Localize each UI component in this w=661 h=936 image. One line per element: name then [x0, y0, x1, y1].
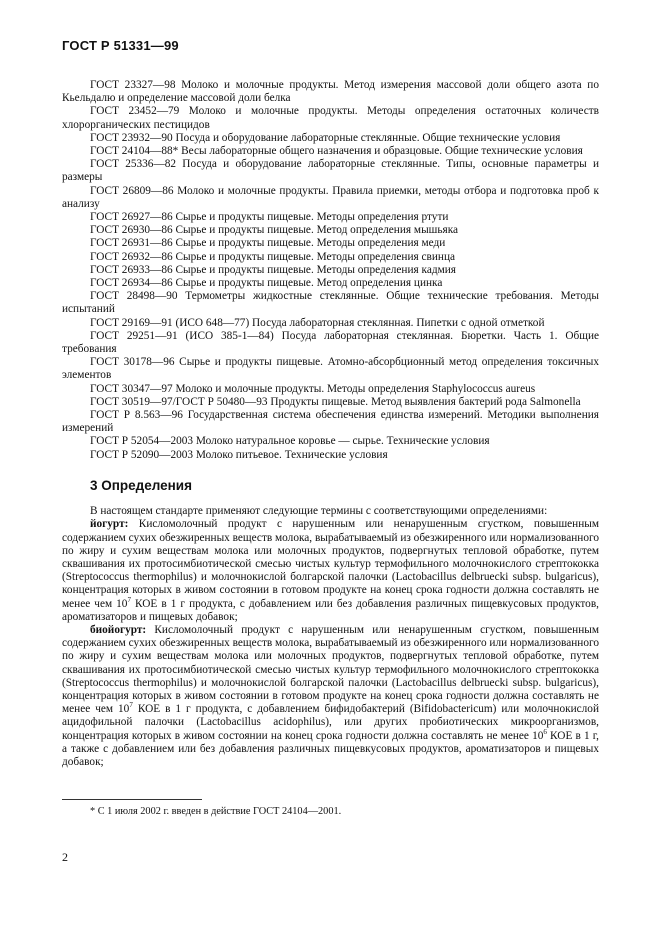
reference-item: ГОСТ 30347—97 Молоко и молочные продукты. Методы определения Staphylococcus aureus	[90, 382, 536, 395]
reference-item: ГОСТ 23932—90 Посуда и оборудование лабораторные стеклянные. Общие технические условия	[90, 131, 561, 144]
section-intro: В настоящем стандарте применяют следующие термины с соответствующими определениями:	[90, 505, 548, 518]
reference-item: ГОСТ 30519—97/ГОСТ Р 50480—93 Продукты пищевые. Метод выявления бактерий рода Salmonella	[90, 395, 581, 408]
footnote-divider	[62, 799, 202, 800]
reference-item: ГОСТ Р 8.563—96 Государственная система обеспечения единства измерений. Методики выполнения измерений	[62, 409, 599, 435]
definition-text: КОЕ в 1 г продукта, с добавлением бифидобактерий (Bifidobactericum) или молочнокислой ацидофильной палочки (Lactobacillus acidophilus), или других пробиотических микроорганизмов, концентрация которых в живом состоянии на конец срока годности должна составлять не менее 10	[62, 703, 599, 742]
definition-text: Кисломолочный продукт с нарушенным или ненарушенным сгустком, повышенным содержанием сухих обезжиренных веществ молока, вырабатываемый из обезжиренного или нормализованного по жиру и сухим веществам молока или молочных продуктов, подвергнутых тепловой обработке, путем сквашивания их протосимбиотической смесью чистых культур термофильного молочнокислого стрептококка (Streptococcus thermophilus) и молочнокислой болгарской палочки (Lactobacillus delbruecki subsp. bulgaricus), концентрация которых в живом состоянии в готовом продукте на конец срока годности должна составлять не менее чем 10	[62, 623, 599, 716]
footnote: * С 1 июля 2002 г. введен в действие ГОСТ 24104—2001.	[90, 806, 342, 817]
definition-text: КОЕ в 1 г продукта, с добавлением или без добавления различных пищевкусовых продуктов, ароматизаторов и пищевых добавок;	[62, 597, 599, 623]
reference-item: ГОСТ 26930—86 Сырье и продукты пищевые. Метод определения мышьяка	[90, 224, 459, 237]
reference-item: ГОСТ 25336—82 Посуда и оборудование лабораторные стеклянные. Типы, основные параметры и размеры	[62, 158, 599, 184]
reference-item: ГОСТ 26934—86 Сырье и продукты пищевые. Метод определения цинка	[90, 277, 443, 290]
reference-item: ГОСТ 26932—86 Сырье и продукты пищевые. Методы определения свинца	[90, 250, 456, 263]
reference-item: ГОСТ Р 52090—2003 Молоко питьевое. Технические условия	[90, 448, 388, 461]
document-body	[62, 79, 599, 769]
normative-references-list	[62, 79, 599, 462]
section-title: 3 Определения	[90, 477, 192, 493]
reference-item: ГОСТ 29251—91 (ИСО 385-1—84) Посуда лабораторная стеклянная. Бюретки. Часть 1. Общие требования	[62, 329, 599, 356]
reference-item: ГОСТ 23327—98 Молоко и молочные продукты. Метод измерения массовой доли общего азота по Кьельдалю и определение массовой доли белка	[62, 79, 599, 105]
document-header: ГОСТ Р 51331—99	[62, 38, 179, 53]
reference-item: ГОСТ 26809—86 Молоко и молочные продукты. Правила приемки, методы отбора и подготовка проб к анализу	[62, 184, 599, 210]
definition-text: Кисломолочный продукт с нарушенным или ненарушенным сгустком, повышенным содержанием сухих обезжиренных веществ молока, вырабатываемый из обезжиренного или нормализованного по жиру и сухим веществам молока или молочных продуктов, подвергнутых тепловой обработке, путем сквашивания их протосимбиотической смесью чистых культур термофильного молочнокислого стрептококка (Streptococcus thermophilus) и молочнокислой болгарской палочки (Lactobacillus delbruecki subsp. bulgaricus), концентрация которых в живом состоянии в готовом продукте на конец срока годности должна составлять не менее чем 10	[62, 518, 599, 610]
reference-item: ГОСТ 30178—96 Сырье и продукты пищевые. Атомно-абсорбционный метод определения токсичных элементов	[62, 356, 599, 382]
reference-item: ГОСТ 26933—86 Сырье и продукты пищевые. Методы определения кадмия	[90, 263, 456, 276]
reference-item: ГОСТ 26931—86 Сырье и продукты пищевые. Методы определения меди	[90, 237, 446, 250]
reference-item: ГОСТ 23452—79 Молоко и молочные продукты. Методы определения остаточных количеств хлорорганических пестицидов	[62, 105, 599, 131]
reference-item: ГОСТ Р 52054—2003 Молоко натуральное коровье — сырье. Технические условия	[90, 435, 490, 448]
reference-item: ГОСТ 28498—90 Термометры жидкостные стеклянные. Общие технические требования. Методы испытаний	[62, 290, 599, 316]
definition-yogurt	[62, 518, 599, 624]
term-name: йогурт:	[90, 518, 129, 531]
definition-text: КОЕ в 1 г, а также с добавлением или без добавления различных пищевкусовых продуктов, ароматизаторов и пищевых добавок;	[62, 729, 599, 768]
exponent: 7	[127, 595, 131, 604]
page-number: 2	[62, 850, 68, 864]
term-name: биойогурт:	[90, 623, 147, 636]
reference-item: ГОСТ 26927—86 Сырье и продукты пищевые. Методы определения ртути	[90, 211, 449, 224]
reference-item: ГОСТ 29169—91 (ИСО 648—77) Посуда лабораторная стеклянная. Пипетки с одной отметкой	[90, 316, 545, 329]
exponent: 6	[543, 727, 547, 736]
reference-item: ГОСТ 24104—88* Весы лабораторные общего назначения и образцовые. Общие технические условия	[90, 145, 583, 158]
definition-bioyogurt	[62, 624, 599, 769]
exponent: 7	[129, 701, 133, 710]
